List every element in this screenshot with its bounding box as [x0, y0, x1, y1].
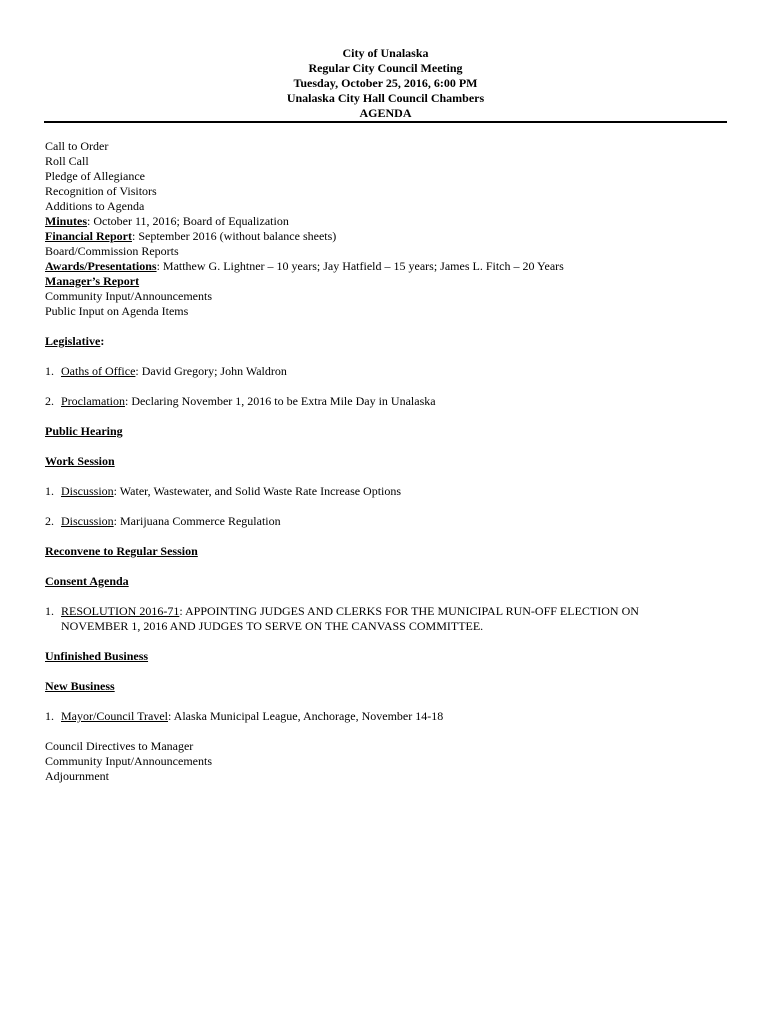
- legislative-item-oaths: 1. Oaths of Office: David Gregory; John Waldron: [45, 364, 287, 378]
- work-session-item-rates: 1. Discussion: Water, Wastewater, and Solid Waste Rate Increase Options: [45, 484, 402, 498]
- work-session-item-marijuana: 2. Discussion: Marijuana Commerce Regulation: [45, 514, 281, 528]
- financial-report-label: Financial Report: [45, 229, 132, 243]
- reconvene-heading: Reconvene to Regular Session: [45, 544, 198, 558]
- minutes-label: Minutes: [45, 214, 87, 228]
- header-divider: [44, 121, 727, 123]
- consent-item-resolution: 1. RESOLUTION 2016-71: APPOINTING JUDGES AND CLERKS FOR THE MUNICIPAL RUN-OFF ELECTION ON NOVEMBER 1, 2016 AND JUDGES TO SERVE ON THE CANVASS COMMITTEE.: [45, 604, 639, 633]
- minutes-item: [45, 214, 725, 229]
- city-name: City of Unalaska: [342, 46, 429, 60]
- awards-label: Awards/Presentations: [45, 259, 157, 273]
- legislative-heading: Legislative:: [45, 334, 105, 348]
- new-business-item-travel: 1. Mayor/Council Travel: Alaska Municipal League, Anchorage, November 14-18: [45, 709, 444, 723]
- awards-item: [45, 259, 725, 274]
- financial-report-text: : September 2016 (without balance sheets): [132, 229, 337, 243]
- meeting-date: Tuesday, October 25, 2016, 6:00 PM: [293, 76, 478, 90]
- recognition-of-visitors: Recognition of Visitors: [45, 184, 157, 198]
- additions-to-agenda: Additions to Agenda: [45, 199, 145, 213]
- meeting-location: Unalaska City Hall Council Chambers: [286, 91, 485, 105]
- public-input-agenda-items: Public Input on Agenda Items: [45, 304, 189, 318]
- work-session-heading: Work Session: [45, 454, 115, 468]
- call-to-order: Call to Order: [45, 139, 109, 153]
- new-business-heading: New Business: [45, 679, 115, 693]
- adjournment: Adjournment: [45, 769, 109, 783]
- legislative-item-proclamation: 2. Proclamation: Declaring November 1, 2016 to be Extra Mile Day in Unalaska: [45, 394, 436, 408]
- agenda-body: [45, 139, 725, 784]
- managers-report: Manager’s Report: [45, 274, 140, 288]
- document-title: AGENDA: [359, 106, 412, 120]
- pledge-of-allegiance: Pledge of Allegiance: [45, 169, 145, 183]
- roll-call: Roll Call: [45, 154, 89, 168]
- public-hearing-heading: Public Hearing: [45, 424, 123, 438]
- community-input-opening: Community Input/Announcements: [45, 289, 212, 303]
- proclamation-label: Proclamation: [61, 394, 125, 408]
- oaths-label: Oaths of Office: [61, 364, 136, 378]
- financial-report-item: [45, 229, 725, 244]
- consent-agenda-heading: Consent Agenda: [45, 574, 129, 588]
- council-directives: Council Directives to Manager: [45, 739, 194, 753]
- awards-text: : Matthew G. Lightner – 10 years; Jay Hatfield – 15 years; James L. Fitch – 20 Years: [156, 259, 564, 273]
- agenda-header: [44, 46, 727, 121]
- resolution-label: RESOLUTION 2016-71: [61, 604, 180, 618]
- meeting-type: Regular City Council Meeting: [308, 61, 463, 75]
- community-input-closing: Community Input/Announcements: [45, 754, 212, 768]
- minutes-text: : October 11, 2016; Board of Equalization: [87, 214, 289, 228]
- board-commission-reports: Board/Commission Reports: [45, 244, 179, 258]
- unfinished-business-heading: Unfinished Business: [45, 649, 149, 663]
